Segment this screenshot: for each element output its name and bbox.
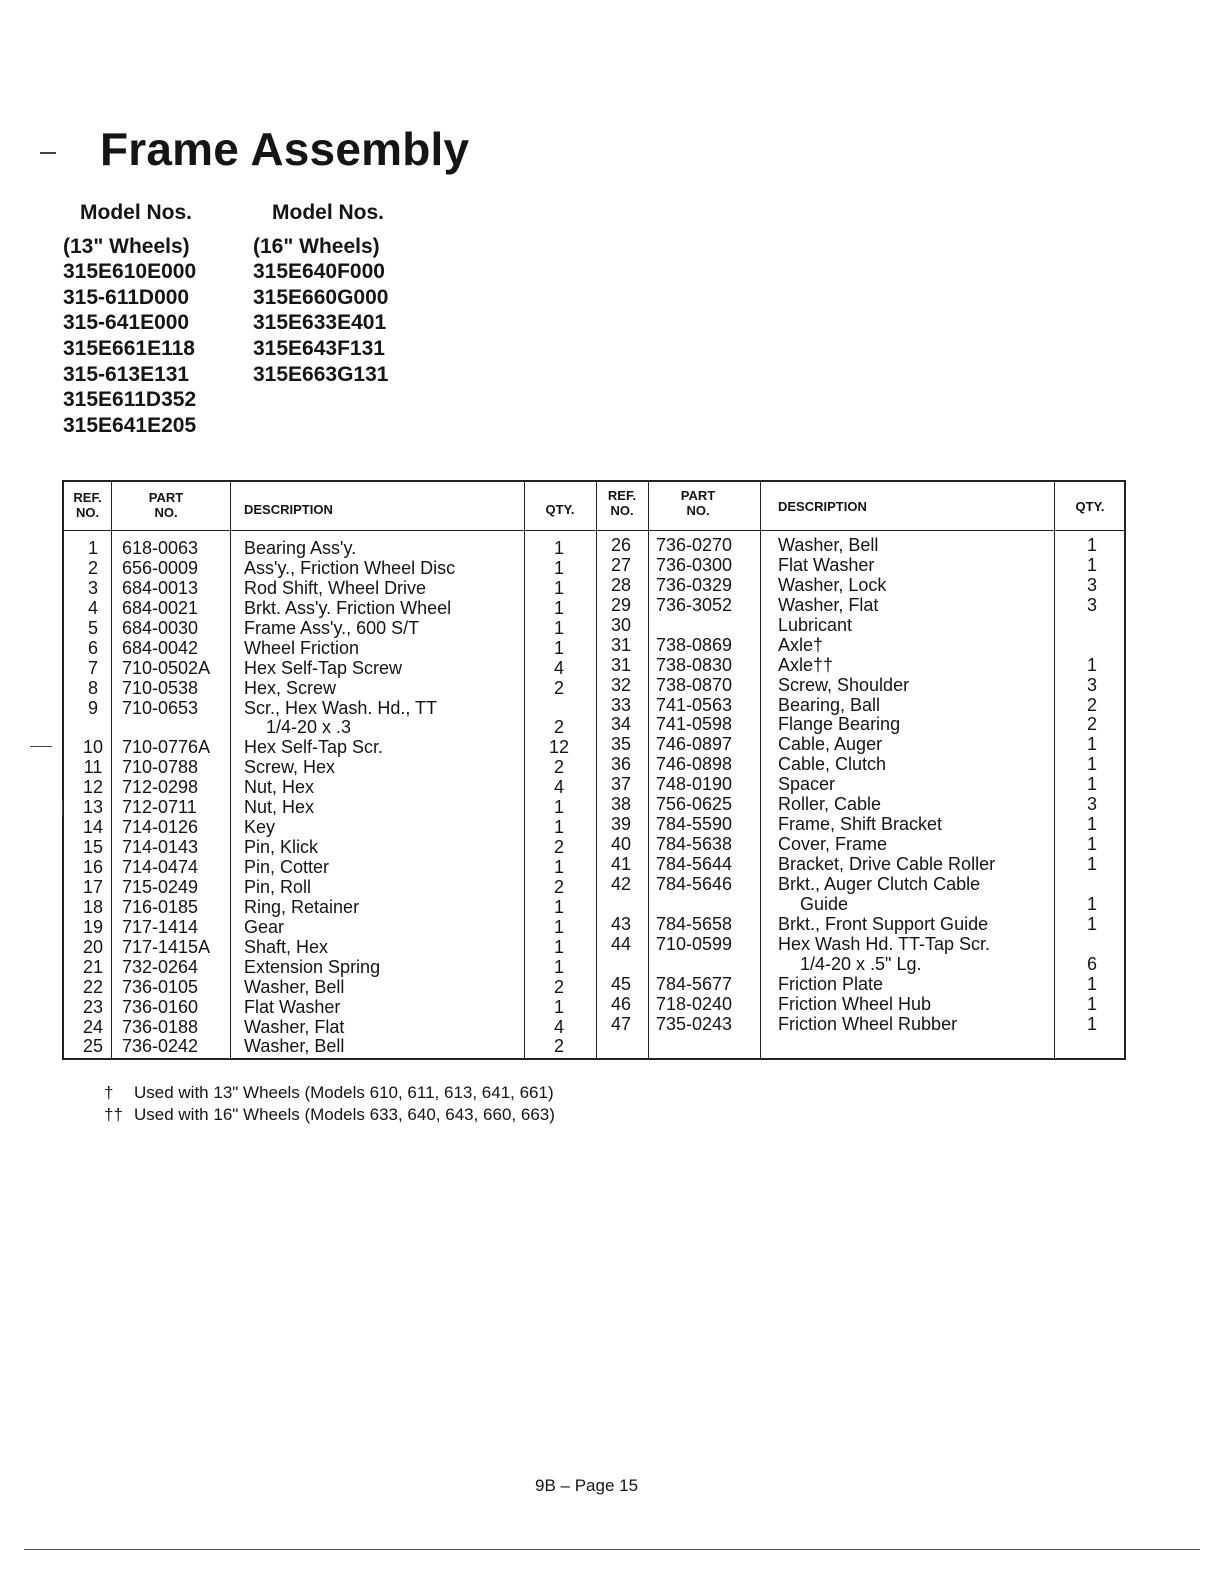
header-description-2: DESCRIPTION [778,499,867,514]
page-title: Frame Assembly [100,123,470,175]
part-number: 717-1414 [122,916,199,937]
part-number: 715-0249 [122,876,199,897]
part-description: Friction Wheel Rubber [778,1013,958,1034]
quantity: 1 [553,996,564,1017]
quantity [1064,935,1120,955]
left-ref-column [68,539,118,1057]
ref-number: 11 [83,757,103,778]
ref-number: 33 [610,694,632,715]
ref-number: 23 [82,996,104,1017]
part-description: Nut, Hex [244,797,315,818]
ref-number: 27 [610,554,632,575]
part-number: 656-0009 [122,557,199,578]
quantity: 1 [553,797,564,818]
ref-number: 2 [87,557,98,578]
part-description: Lubricant [778,614,853,635]
ref-number: 9 [87,697,98,718]
part-number [122,718,228,738]
left-desc-column [244,539,522,1057]
quantity: 2 [553,717,564,738]
right-desc-column [778,536,1052,1034]
footnote-symbol: †† [104,1105,123,1124]
part-number: 710-0538 [122,677,199,698]
ref-number: 45 [610,973,632,994]
part-description: Axle† [778,634,824,655]
quantity: 1 [1086,893,1097,914]
ref-number: 47 [610,1013,632,1034]
part-number: 738-0869 [656,634,733,655]
part-description: Washer, Lock [778,574,887,595]
part-description: Flat Washer [244,996,341,1017]
ref-number: 35 [610,734,632,755]
quantity: 1 [1086,1013,1097,1034]
part-number: 784-5590 [656,814,733,835]
part-description: Cover, Frame [778,834,888,855]
part-description: Guide [800,893,849,914]
quantity: 6 [1086,953,1097,974]
part-number: 684-0013 [122,577,199,598]
quantity: 2 [553,1036,564,1057]
ref-number: 39 [610,814,632,835]
quantity: 1 [553,557,564,578]
part-description: Key [244,817,276,838]
footnote-symbol: † [104,1083,114,1102]
quantity: 4 [553,777,564,798]
part-description: Bracket, Drive Cable Roller [778,854,996,874]
part-description: Shaft, Hex [244,936,329,957]
part-number: 736-0160 [122,996,199,1017]
part-description: Bearing, Ball [778,694,881,715]
ref-number: 19 [82,916,104,937]
models-13-list [63,234,196,439]
part-description: 1/4-20 x .3 [266,717,352,738]
ref-number: 40 [610,834,632,855]
header-divider [64,530,1124,531]
ref-number: 44 [610,933,632,954]
part-number: 756-0625 [656,794,733,815]
model-number: 315E633E401 [253,311,387,335]
header-qty-2: QTY. [1075,499,1105,514]
part-description: Washer, Bell [244,1036,345,1057]
ref-number: 15 [82,837,104,858]
part-number [656,616,756,636]
part-number: 784-5658 [656,913,733,934]
part-description: Spacer [778,774,836,795]
quantity: 3 [1086,574,1097,595]
ref-number: 42 [610,873,632,894]
part-number: 736-0270 [656,535,733,555]
quantity: 1 [553,538,564,558]
quantity: 1 [1086,535,1097,555]
ref-number [596,895,646,915]
header-description: DESCRIPTION [244,502,333,517]
models-16-list [253,234,388,388]
part-description: Bearing Ass'y. [244,538,357,558]
quantity: 1 [553,617,564,638]
part-description: Washer, Flat [778,594,879,615]
part-number: 710-0653 [122,697,199,718]
quantity: 1 [1086,734,1097,755]
col-divider [1054,482,1055,1058]
ref-number: 43 [610,913,632,934]
part-number: 717-1415A [122,936,211,957]
part-description: Screw, Hex [244,757,336,778]
part-number: 716-0185 [122,896,199,917]
ref-number: 18 [82,896,104,917]
part-number: 714-0143 [122,837,199,858]
ref-number: 3 [87,577,98,598]
margin-mark [30,746,52,747]
models-16-header: Model Nos. [272,201,385,224]
quantity: 2 [1086,694,1097,715]
right-part-column [656,536,756,1034]
quantity: 4 [553,657,564,678]
ref-number: 31 [610,634,632,655]
bottom-rule [24,1549,1200,1550]
header-part: PART NO. [148,490,184,520]
footnote [104,1082,555,1104]
ref-number: 10 [82,737,104,758]
ref-number: 46 [610,993,632,1014]
quantity: 1 [1086,754,1097,775]
right-qty-column [1064,536,1120,1034]
quantity: 1 [553,956,564,977]
part-description: Brkt., Front Support Guide [778,913,989,934]
model-number: 315-641E000 [63,311,190,335]
part-description: Screw, Shoulder [778,674,910,695]
part-description: Scr., Hex Wash. Hd., TT [244,697,438,718]
quantity: 1 [553,916,564,937]
part-number: 712-0298 [122,777,199,798]
part-description: Axle†† [778,654,834,675]
part-number: 784-5677 [656,973,733,994]
part-number: 736-0242 [122,1036,199,1057]
part-description: Pin, Roll [244,876,312,897]
model-number: 315E661E118 [63,336,195,360]
quantity [1064,636,1120,656]
quantity: 1 [1086,854,1097,874]
quantity: 12 [548,737,570,758]
ref-number [596,955,646,975]
quantity: 3 [1086,594,1097,615]
ref-number: 37 [610,774,632,795]
ref-number: 34 [610,714,632,735]
part-description: Friction Plate [778,973,884,994]
part-description: Brkt. Ass'y. Friction Wheel [244,597,452,618]
quantity: 2 [553,837,564,858]
part-number: 736-0105 [122,976,199,997]
ref-number: 6 [87,637,98,658]
quantity: 1 [553,936,564,957]
part-description: Hex, Screw [244,677,337,698]
models-13-header: Model Nos. [80,201,193,224]
ref-number: 36 [610,754,632,775]
quantity: 2 [553,677,564,698]
parts-table [62,480,1126,1060]
part-number: 712-0711 [122,797,197,818]
ref-number: 14 [82,817,104,838]
part-number: 732-0264 [122,956,199,977]
ref-number: 5 [87,617,98,638]
part-description: Nut, Hex [244,777,315,798]
quantity: 1 [1086,973,1097,994]
part-number: 746-0897 [656,734,733,755]
quantity: 1 [1086,554,1097,575]
part-description: Flat Washer [778,554,875,575]
part-description: Frame, Shift Bracket [778,814,943,835]
quantity: 1 [553,857,564,877]
part-number: 738-0870 [656,674,733,695]
quantity: 1 [553,597,564,618]
quantity: 2 [553,876,564,897]
ref-number: 31 [610,654,632,675]
header-ref: REF. NO. [73,490,102,520]
part-number: 710-0502A [122,657,211,678]
part-number: 735-0243 [656,1013,733,1034]
col-divider [230,482,231,1058]
part-number: 710-0599 [656,933,733,954]
ref-number: 28 [610,574,632,595]
footnote-text: Used with 16" Wheels (Models 633, 640, 643, 660, 663) [134,1105,555,1124]
part-number: 710-0788 [122,757,199,778]
quantity: 1 [553,896,564,917]
margin-dash [40,152,56,154]
right-ref-column [596,536,646,1034]
part-description: Frame Ass'y., 600 S/T [244,617,420,638]
quantity: 2 [553,976,564,997]
model-number: 315E610E000 [63,260,197,284]
part-description: Flange Bearing [778,714,901,735]
models-13-inch [63,200,196,438]
model-number: 315-611D000 [63,285,190,309]
footnote [104,1104,555,1126]
ref-number: 30 [610,614,632,635]
part-description: Hex Self-Tap Scr. [244,737,384,758]
ref-number: 24 [82,1016,104,1037]
left-part-column [122,539,228,1057]
ref-number: 13 [82,797,104,818]
part-description: Brkt., Auger Clutch Cable [778,873,981,894]
part-description: Wheel Friction [244,637,360,658]
part-number: 784-5644 [656,854,733,874]
ref-number: 1 [87,538,98,558]
ref-number: 21 [82,956,104,977]
part-number: 718-0240 [656,993,733,1014]
ref-number: 29 [610,594,632,615]
part-number: 618-0063 [122,538,199,558]
ref-number: 8 [87,677,98,698]
part-description: Ring, Retainer [244,896,360,917]
quantity: 2 [1086,714,1097,735]
col-divider [760,482,761,1058]
ref-number: 12 [82,777,104,798]
part-description: Ass'y., Friction Wheel Disc [244,557,456,578]
quantity: 2 [553,757,564,778]
part-number: 736-0329 [656,574,733,595]
ref-number: 20 [82,936,104,957]
ref-number: 26 [610,535,632,555]
part-number: 741-0598 [656,714,733,735]
part-description: Hex Self-Tap Screw [244,657,403,678]
header-part-2: PART NO. [680,488,716,518]
ref-number: 32 [610,674,632,695]
part-description: Hex Wash Hd. TT-Tap Scr. [778,933,991,954]
part-number [656,895,756,915]
left-qty-column [534,539,584,1057]
quantity: 1 [1086,913,1097,934]
part-number: 741-0563 [656,694,733,715]
footnotes [104,1082,555,1126]
part-number [656,955,756,975]
part-description: 1/4-20 x .5" Lg. [800,953,922,974]
ref-number: 22 [82,976,104,997]
part-description: Washer, Bell [778,535,879,555]
ref-number: 17 [82,876,104,897]
quantity: 1 [553,817,564,838]
part-number: 684-0042 [122,637,199,658]
part-description: Extension Spring [244,956,381,977]
ref-number: 7 [87,657,98,678]
part-number: 784-5646 [656,873,733,894]
model-number: 315E641E205 [63,413,197,437]
model-number: (13" Wheels) [63,234,190,258]
part-number: 784-5638 [656,834,733,855]
part-number: 714-0126 [122,817,199,838]
quantity: 1 [1086,654,1097,675]
page-number: 9B – Page 15 [535,1476,639,1495]
model-number: 315E643F131 [253,336,385,360]
model-number: 315E611D352 [63,388,197,412]
quantity: 1 [1086,993,1097,1014]
quantity [534,699,584,719]
margin-mark [62,800,63,816]
part-number: 684-0030 [122,617,199,638]
part-number: 738-0830 [656,654,733,675]
part-description: Roller, Cable [778,794,882,815]
part-description: Pin, Klick [244,837,319,858]
quantity [1064,616,1120,636]
quantity: 3 [1086,674,1097,695]
part-description: Cable, Clutch [778,754,887,775]
part-description: Cable, Auger [778,734,883,755]
part-description: Washer, Flat [244,1016,345,1037]
part-number: 736-0188 [122,1016,199,1037]
quantity: 1 [553,637,564,658]
part-description: Washer, Bell [244,976,345,997]
quantity: 1 [1086,774,1097,795]
col-divider [648,482,649,1058]
footnote-text: Used with 13" Wheels (Models 610, 611, 613, 641, 661) [134,1083,554,1102]
quantity: 1 [1086,834,1097,855]
part-number: 710-0776A [122,737,211,758]
model-number: 315-613E131 [63,362,190,386]
quantity: 3 [1086,794,1097,815]
quantity [1064,875,1120,895]
header-ref-2: REF. NO. [607,488,637,518]
header-qty: QTY. [545,502,575,517]
part-description: Gear [244,916,285,937]
ref-number: 38 [610,794,632,815]
part-number: 746-0898 [656,754,733,775]
ref-number: 41 [610,854,632,874]
model-number: (16" Wheels) [253,234,380,258]
part-number: 736-3052 [656,594,733,615]
part-description: Rod Shift, Wheel Drive [244,577,427,598]
quantity: 1 [1086,814,1097,835]
model-number: 315E640F000 [253,260,385,284]
part-description: Pin, Cotter [244,857,330,877]
ref-number: 16 [82,857,104,877]
quantity: 4 [553,1016,564,1037]
model-number: 315E663G131 [253,362,389,386]
ref-number: 25 [82,1036,104,1057]
quantity: 1 [553,577,564,598]
ref-number: 4 [87,597,98,618]
ref-number [68,718,118,738]
part-number: 714-0474 [122,857,199,877]
col-divider [524,482,525,1058]
part-description: Friction Wheel Hub [778,993,932,1014]
part-number: 684-0021 [122,597,199,618]
models-16-inch [253,200,388,387]
model-number: 315E660G000 [253,285,389,309]
part-number: 748-0190 [656,774,733,795]
part-number: 736-0300 [656,554,733,575]
